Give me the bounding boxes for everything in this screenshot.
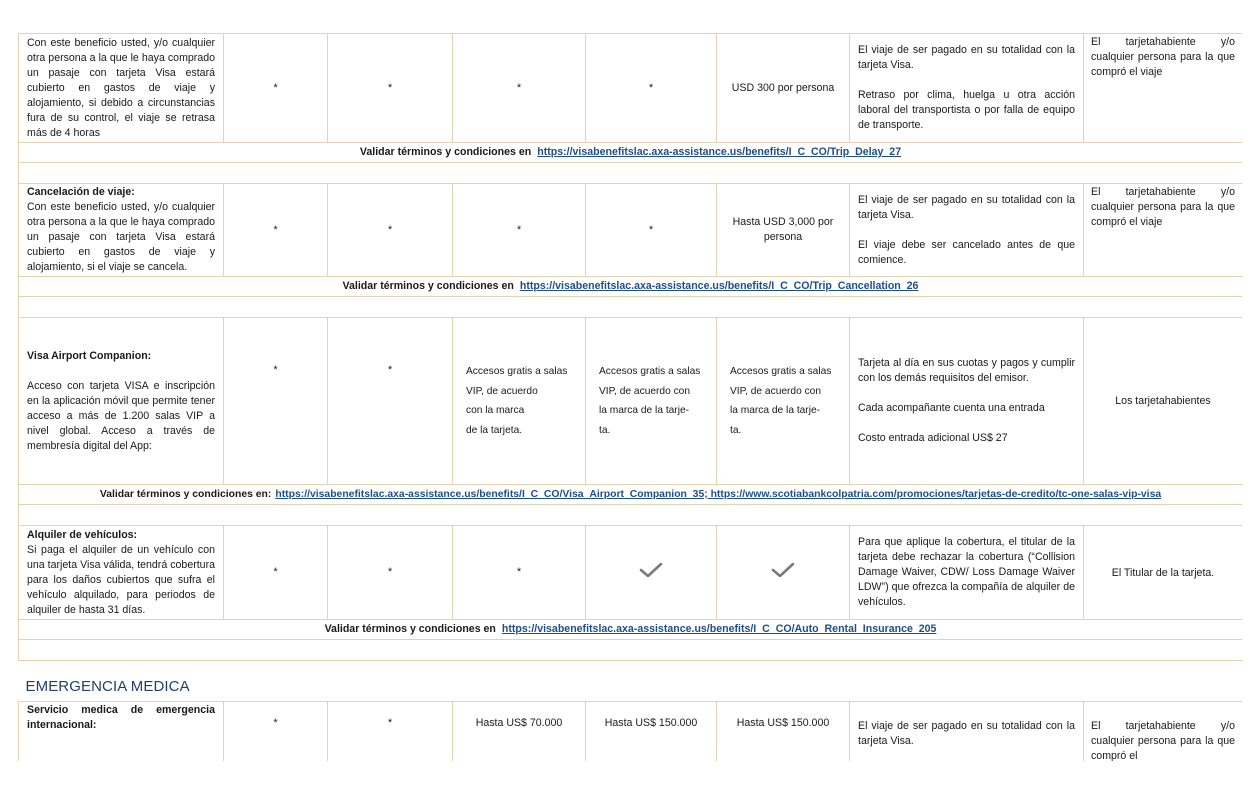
- access-line: ta.: [730, 424, 742, 436]
- access-line: ta.: [599, 424, 611, 436]
- medical-title: Servicio medica de emergencia internacional:: [27, 704, 215, 731]
- access-line: con la marca: [466, 405, 525, 416]
- terms-cell: [19, 277, 1243, 297]
- condition-text: El viaje debe ser cancelado antes de que comience.: [858, 238, 1075, 266]
- terms-row: [19, 143, 1243, 163]
- cell-asterisk: *: [224, 318, 328, 485]
- cell-asterisk: *: [224, 702, 328, 762]
- terms-label: Validar términos y condiciones en: [342, 280, 514, 292]
- trip-delay-beneficiary: El tarjetahabiente y/o cualquier persona para la que compró el viaje: [1084, 34, 1243, 143]
- airport-companion-beneficiary: Los tarjetahabientes: [1084, 318, 1243, 485]
- condition-text: El viaje de ser pagado en su totalidad con la tarjeta Visa.: [858, 44, 1075, 71]
- trip-cancellation-title: Cancelación de viaje:: [27, 186, 135, 198]
- terms-label: Validar términos y condiciones en: [359, 146, 532, 158]
- cell-asterisk: *: [453, 34, 586, 143]
- section-row: [19, 661, 1243, 702]
- cell-asterisk: *: [328, 184, 453, 277]
- cell-asterisk: *: [224, 184, 328, 277]
- check-icon: [639, 563, 663, 577]
- access-line: VIP, de acuerdo: [466, 385, 538, 397]
- table-row-car-rental: [19, 526, 1243, 620]
- airport-access-cell: [586, 318, 717, 485]
- terms-cell: [19, 485, 1243, 505]
- airport-companion-text: Acceso con tarjeta VISA e inscripción en la aplicación móvil que permite tener acceso a más de 1.200 salas VIP a nivel global. Acceso a través de membresía digital del App:: [27, 379, 215, 452]
- spacer-row: [19, 505, 1243, 526]
- cell-asterisk: *: [453, 184, 586, 277]
- cell-asterisk: *: [453, 526, 586, 620]
- terms-link[interactable]: https://visabenefitslac.axa-assistance.us/benefits/I_C_CO/Auto_Rental_Insurance_205: [501, 623, 937, 635]
- terms-link[interactable]: https://visabenefitslac.axa-assistance.us/benefits/I_C_CO/Trip_Delay_27: [537, 146, 902, 158]
- table-row-medical: [19, 702, 1243, 762]
- check-cell: [586, 526, 717, 620]
- access-line: de la tarjeta.: [466, 424, 523, 436]
- airport-companion-title: Visa Airport Companion:: [27, 349, 152, 362]
- car-rental-beneficiary: El Titular de la tarjeta.: [1084, 526, 1243, 620]
- access-line: la marca de la tarje-: [730, 405, 821, 416]
- condition-text: Tarjeta al día en sus cuotas y pagos y cumplir con los demás requisitos del emisor.: [858, 357, 1075, 384]
- access-line: VIP, de acuerdo con: [730, 385, 821, 397]
- access-line: Accesos gratis a salas: [466, 366, 568, 377]
- trip-cancellation-text: Con este beneficio usted, y/o cualquier otra persona a la que le haya comprado un pasaje con tarjeta Visa estará cubierto en gastos de viaje y alojamiento, si el viaje se cancela.: [27, 201, 215, 273]
- cell-asterisk: *: [328, 318, 453, 485]
- benefits-table-page: [18, 33, 1242, 761]
- trip-cancellation-description: [19, 184, 224, 277]
- benefits-table: [18, 33, 1242, 761]
- cell-asterisk: *: [586, 184, 717, 277]
- terms-label: Validar términos y condiciones en:: [99, 489, 272, 500]
- terms-row: [19, 620, 1243, 640]
- trip-delay-amount: USD 300 por persona: [717, 34, 850, 143]
- car-rental-title: Alquiler de vehículos:: [27, 528, 138, 541]
- airport-companion-conditions: [850, 318, 1084, 485]
- access-line: la marca de la tarje-: [599, 405, 690, 416]
- trip-cancellation-beneficiary: El tarjetahabiente y/o cualquier persona para la que compró el viaje: [1084, 184, 1243, 277]
- spacer-row: [19, 297, 1243, 318]
- airport-access-cell: [717, 318, 850, 485]
- access-line: Accesos gratis a salas: [730, 366, 832, 377]
- condition-text: El viaje de ser pagado en su totalidad con la tarjeta Visa.: [858, 720, 1075, 747]
- condition-text: Retraso por clima, huelga u otra acción laboral del transportista o por falla de equipo de transporte.: [858, 89, 1075, 131]
- terms-cell: [19, 620, 1243, 640]
- condition-text: Para que aplique la cobertura, el titular de la tarjeta debe rechazar la cobertura (“Collision Damage Waiver, CDW/ Loss Damage Waiver LDW”) que ofrezca la compañía de alquiler de vehículos.: [858, 536, 1075, 608]
- table-row-trip-delay: [19, 34, 1243, 143]
- cell-asterisk: *: [328, 34, 453, 143]
- cell-asterisk: *: [224, 34, 328, 143]
- car-rental-description: [19, 526, 224, 620]
- car-rental-text: Si paga el alquiler de un vehículo con una tarjeta Visa válida, tendrá cobertura para los daños cubiertos que sufra el vehículo alquilado, para periodos de alquiler de hasta 31 días.: [27, 543, 215, 616]
- check-cell: [717, 526, 850, 620]
- terms-row: [19, 277, 1243, 297]
- access-line: Accesos gratis a salas: [599, 366, 701, 377]
- car-rental-conditions: [850, 526, 1084, 620]
- spacer-row: [19, 163, 1243, 184]
- medical-beneficiary: El tarjetahabiente y/o cualquier persona para la que compró el: [1084, 702, 1243, 762]
- cell-asterisk: *: [586, 34, 717, 143]
- airport-access-cell: [453, 318, 586, 485]
- terms-label: Validar términos y condiciones en: [324, 623, 496, 635]
- cell-asterisk: *: [328, 702, 453, 762]
- medical-amount: Hasta US$ 150.000: [717, 702, 850, 762]
- cell-asterisk: *: [328, 526, 453, 620]
- condition-text: El viaje de ser pagado en su totalidad con la tarjeta Visa.: [858, 193, 1075, 221]
- terms-link[interactable]: https://visabenefitslac.axa-assistance.us/benefits/I_C_CO/Visa_Airport_Companion_35; https://www.scotiabankcolpatria.com/promociones/tarjetas-de-credito/tc-one-salas-vip-visa: [275, 489, 1162, 500]
- terms-link[interactable]: https://visabenefitslac.axa-assistance.us/benefits/I_C_CO/Trip_Cancellation_26: [519, 280, 919, 292]
- trip-cancellation-conditions: [850, 184, 1084, 277]
- medical-description: [19, 702, 224, 762]
- airport-companion-description: [19, 318, 224, 485]
- trip-cancellation-amount: Hasta USD 3,000 por persona: [717, 184, 850, 277]
- medical-amount: Hasta US$ 70.000: [453, 702, 586, 762]
- condition-text: Costo entrada adicional US$ 27: [858, 432, 1008, 444]
- access-line: VIP, de acuerdo con: [599, 385, 690, 397]
- table-row-trip-cancellation: [19, 184, 1243, 277]
- medical-conditions: [850, 702, 1084, 762]
- condition-text: Cada acompañante cuenta una entrada: [858, 402, 1045, 414]
- terms-row: [19, 485, 1243, 505]
- terms-cell: [19, 143, 1243, 163]
- trip-delay-conditions: [850, 34, 1084, 143]
- cell-asterisk: *: [224, 526, 328, 620]
- check-icon: [771, 563, 795, 577]
- table-row-airport-companion: [19, 318, 1243, 485]
- spacer-row: [19, 640, 1243, 661]
- section-title: EMERGENCIA MEDICA: [19, 661, 1243, 702]
- trip-delay-description: Con este beneficio usted, y/o cualquier otra persona a la que le haya comprado un pasaje con tarjeta Visa estará cubierto en gastos de viaje y alojamiento, si debido a circunstancias fura de su control, el viaje se retrasa más de 4 horas: [19, 34, 224, 143]
- medical-amount: Hasta US$ 150.000: [586, 702, 717, 762]
